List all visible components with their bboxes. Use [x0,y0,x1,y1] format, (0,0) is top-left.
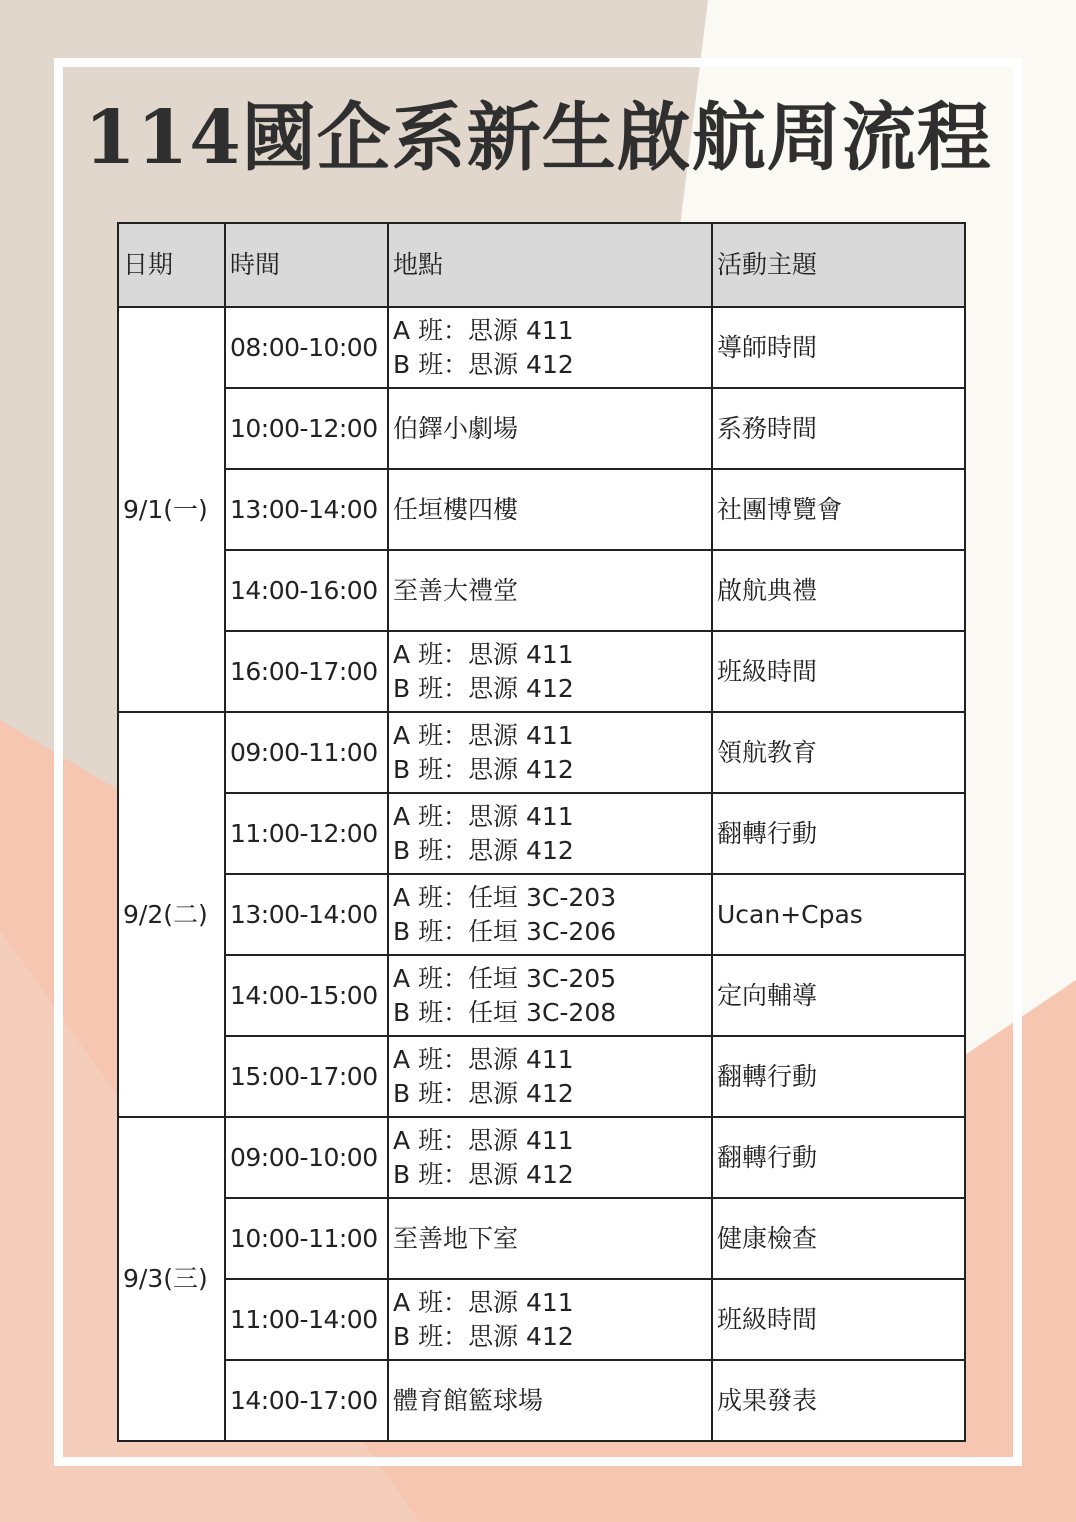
place-cell [388,1198,712,1279]
place-cell [388,793,712,874]
header-place: 地點 [388,223,712,307]
time-cell: 11:00-12:00 [225,793,388,874]
header-date: 日期 [118,223,225,307]
time-cell: 09:00-11:00 [225,712,388,793]
time-cell: 10:00-11:00 [225,1198,388,1279]
place-line: A 班：思源 411 [393,1044,574,1074]
time-cell: 14:00-16:00 [225,550,388,631]
date-cell: 9/1(一) [118,307,225,712]
place-line: B 班：思源 412 [393,349,574,379]
place-cell [388,388,712,469]
place-line: B 班：思源 412 [393,1078,574,1108]
topic-cell: 翻轉行動 [712,1036,965,1117]
place-line: A 班：思源 411 [393,720,574,750]
time-cell: 10:00-12:00 [225,388,388,469]
place-line: B 班：思源 412 [393,835,574,865]
place-line: 任垣樓四樓 [393,494,519,524]
topic-cell: 翻轉行動 [712,1117,965,1198]
time-cell: 14:00-17:00 [225,1360,388,1441]
schedule-table [117,222,966,1442]
place-cell [388,1036,712,1117]
place-line: A 班：任垣 3C-203 [393,882,617,912]
topic-cell: 導師時間 [712,307,965,388]
place-line: B 班：任垣 3C-208 [393,997,617,1027]
place-line: B 班：思源 412 [393,1159,574,1189]
table-row [118,388,965,469]
topic-cell: 定向輔導 [712,955,965,1036]
table-row [118,1198,965,1279]
place-line: B 班：思源 412 [393,754,574,784]
place-cell [388,1279,712,1360]
topic-cell: 成果發表 [712,1360,965,1441]
table-row [118,1279,965,1360]
place-cell [388,307,712,388]
place-cell [388,874,712,955]
place-cell [388,550,712,631]
topic-cell: 翻轉行動 [712,793,965,874]
schedule-body [118,307,965,1441]
place-line: A 班：思源 411 [393,639,574,669]
header-topic: 活動主題 [712,223,965,307]
place-cell [388,1360,712,1441]
place-line: A 班：思源 411 [393,1287,574,1317]
table-row [118,631,965,712]
date-cell: 9/2(二) [118,712,225,1117]
date-cell: 9/3(三) [118,1117,225,1441]
topic-cell: 班級時間 [712,631,965,712]
time-cell: 08:00-10:00 [225,307,388,388]
place-line: 伯鐸小劇場 [393,413,519,443]
place-cell [388,631,712,712]
topic-cell: 健康檢查 [712,1198,965,1279]
table-row [118,955,965,1036]
place-cell [388,955,712,1036]
header-row [118,223,965,307]
time-cell: 14:00-15:00 [225,955,388,1036]
table-row [118,469,965,550]
time-cell: 09:00-10:00 [225,1117,388,1198]
header-time: 時間 [225,223,388,307]
topic-cell: 領航教育 [712,712,965,793]
place-line: A 班：思源 411 [393,801,574,831]
topic-cell: 社團博覽會 [712,469,965,550]
place-line: 至善大禮堂 [393,575,519,605]
time-cell: 16:00-17:00 [225,631,388,712]
page-title: 114國企系新生啟航周流程 [84,95,992,181]
place-line: A 班：思源 411 [393,1125,574,1155]
place-line: A 班：思源 411 [393,315,574,345]
place-cell [388,1117,712,1198]
table-row [118,1360,965,1441]
place-cell [388,712,712,793]
table-row [118,874,965,955]
table-row [118,793,965,874]
topic-cell: Ucan+Cpas [712,874,965,955]
place-line: A 班：任垣 3C-205 [393,963,617,993]
table-row [118,550,965,631]
place-line: 至善地下室 [393,1223,519,1253]
time-cell: 11:00-14:00 [225,1279,388,1360]
table-row [118,307,965,388]
place-line: B 班：思源 412 [393,673,574,703]
place-line: B 班：任垣 3C-206 [393,916,617,946]
topic-cell: 班級時間 [712,1279,965,1360]
place-line: 體育館籃球場 [393,1385,544,1415]
table-row [118,1117,965,1198]
time-cell: 15:00-17:00 [225,1036,388,1117]
place-cell [388,469,712,550]
table-row [118,712,965,793]
topic-cell: 系務時間 [712,388,965,469]
topic-cell: 啟航典禮 [712,550,965,631]
time-cell: 13:00-14:00 [225,874,388,955]
place-line: B 班：思源 412 [393,1321,574,1351]
table-row [118,1036,965,1117]
time-cell: 13:00-14:00 [225,469,388,550]
